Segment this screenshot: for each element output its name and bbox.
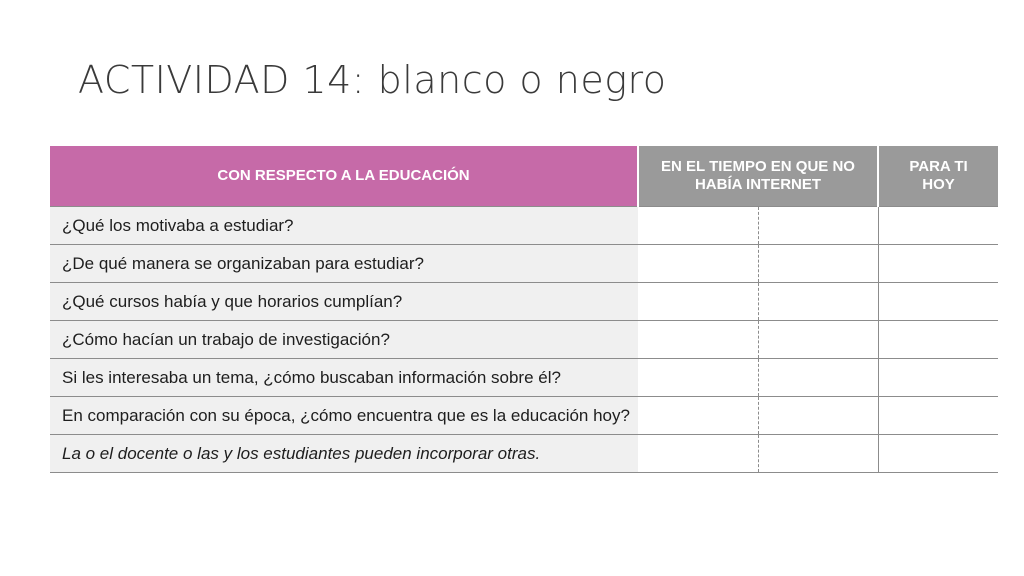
header-no-internet-line1: EN EL TIEMPO EN QUE NO (661, 158, 855, 175)
header-today-line1: PARA TI (909, 158, 968, 175)
answer-cell-then-a[interactable] (638, 283, 758, 321)
answer-cell-today[interactable] (878, 397, 998, 435)
activity-table (50, 146, 998, 473)
answer-cell-then-b[interactable] (758, 435, 878, 473)
answer-cell-today[interactable] (878, 321, 998, 359)
question-cell: ¿Cómo hacían un trabajo de investigación? (50, 321, 638, 359)
table-row (50, 321, 998, 359)
answer-cell-today[interactable] (878, 207, 998, 245)
header-no-internet (638, 146, 878, 207)
question-cell: Si les interesaba un tema, ¿cómo buscaban información sobre él? (50, 359, 638, 397)
activity-table-container (50, 146, 998, 473)
question-cell: La o el docente o las y los estudiantes pueden incorporar otras. (50, 435, 638, 473)
question-cell: En comparación con su época, ¿cómo encuentra que es la educación hoy? (50, 397, 638, 435)
answer-cell-today[interactable] (878, 283, 998, 321)
table-header-row (50, 146, 998, 207)
answer-cell-then-a[interactable] (638, 359, 758, 397)
header-today (878, 146, 998, 207)
table-row (50, 397, 998, 435)
answer-cell-today[interactable] (878, 245, 998, 283)
answer-cell-then-b[interactable] (758, 283, 878, 321)
slide-title: ACTIVIDAD 14: blanco o negro (78, 58, 667, 102)
table-row (50, 245, 998, 283)
answer-cell-then-b[interactable] (758, 397, 878, 435)
table-row (50, 207, 998, 245)
question-cell: ¿Qué los motivaba a estudiar? (50, 207, 638, 245)
header-education (50, 146, 638, 207)
header-education-label: CON RESPECTO A LA EDUCACIÓN (217, 167, 470, 184)
answer-cell-then-a[interactable] (638, 207, 758, 245)
answer-cell-then-b[interactable] (758, 321, 878, 359)
answer-cell-today[interactable] (878, 435, 998, 473)
answer-cell-then-a[interactable] (638, 245, 758, 283)
table-row (50, 283, 998, 321)
answer-cell-then-a[interactable] (638, 321, 758, 359)
answer-cell-then-b[interactable] (758, 359, 878, 397)
header-no-internet-line2: HABÍA INTERNET (694, 176, 822, 193)
header-today-line2: HOY (922, 176, 955, 193)
question-cell: ¿Qué cursos había y que horarios cumplían? (50, 283, 638, 321)
table-row (50, 435, 998, 473)
answer-cell-today[interactable] (878, 359, 998, 397)
question-cell: ¿De qué manera se organizaban para estudiar? (50, 245, 638, 283)
table-row (50, 359, 998, 397)
answer-cell-then-a[interactable] (638, 397, 758, 435)
answer-cell-then-a[interactable] (638, 435, 758, 473)
answer-cell-then-b[interactable] (758, 207, 878, 245)
answer-cell-then-b[interactable] (758, 245, 878, 283)
